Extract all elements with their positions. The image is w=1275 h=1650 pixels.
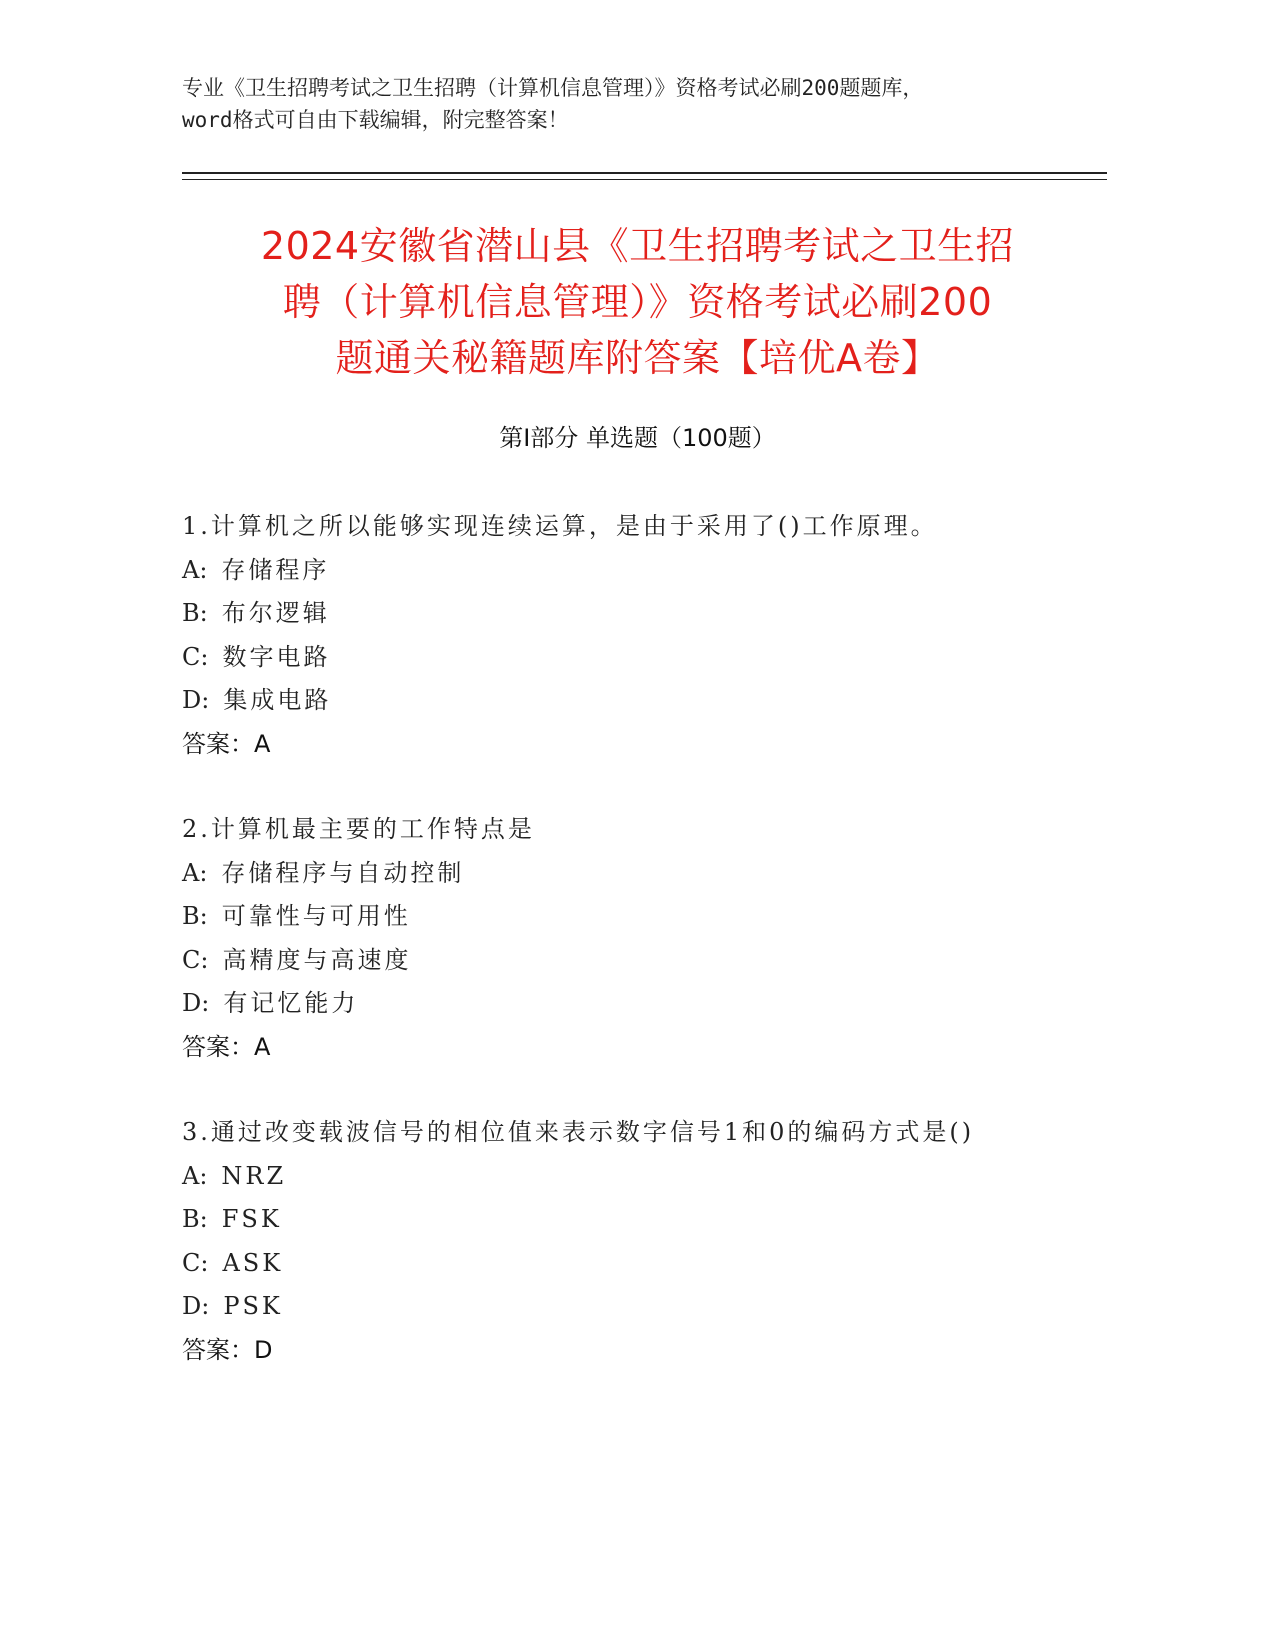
option-a [182, 1155, 1112, 1199]
question-text: 1.计算机之所以能够实现连续运算，是由于采用了()工作原理。 [182, 512, 938, 540]
title-line-1: 2024安徽省潜山县《卫生招聘考试之卫生招 [260, 224, 1015, 268]
option-text: NRZ [221, 1161, 287, 1190]
question-1 [182, 505, 1112, 766]
header-line-2: word格式可自由下载编辑，附完整答案！ [182, 108, 569, 132]
option-a [182, 549, 1112, 593]
option-text: FSK [221, 1205, 282, 1233]
option-b [182, 895, 1112, 939]
option-text: 可靠性与可用性 [221, 902, 411, 930]
header-line-1: 专业《卫生招聘考试之卫生招聘（计算机信息管理）》资格考试必刷200题题库， [182, 76, 924, 100]
option-text: PSK [223, 1292, 283, 1320]
answer-line: 答案：D [182, 1335, 273, 1364]
section-heading: 第I部分 单选题（100题） [499, 424, 776, 452]
option-key: A: [182, 858, 208, 887]
option-a [182, 852, 1112, 896]
question-2 [182, 808, 1112, 1069]
option-text: 集成电路 [223, 686, 332, 714]
option-d [182, 1285, 1112, 1329]
title-line-2: 聘（计算机信息管理）》资格考试必刷200 [282, 280, 993, 324]
answer-line: 答案：A [182, 729, 271, 758]
option-key: C: [182, 1248, 209, 1277]
header-rule-thin [182, 179, 1107, 180]
question-3 [182, 1111, 1112, 1372]
question-text: 3.通过改变载波信号的相位值来表示数字信号1和0的编码方式是() [182, 1118, 975, 1146]
option-d [182, 679, 1112, 723]
option-text: 存储程序 [221, 555, 330, 584]
header-rule-thick [182, 172, 1107, 174]
option-key: A: [182, 1161, 208, 1190]
option-key: A: [182, 555, 208, 584]
option-text: 数字电路 [222, 642, 331, 671]
option-key: C: [182, 642, 209, 671]
option-key: D: [182, 686, 210, 714]
option-text: 高精度与高速度 [222, 945, 412, 974]
option-c [182, 939, 1112, 983]
option-key: B: [182, 599, 208, 627]
option-d [182, 982, 1112, 1026]
title-line-3: 题通关秘籍题库附答案【培优A卷】 [335, 336, 940, 380]
question-list [182, 505, 1112, 1414]
page-header [182, 72, 1102, 136]
option-b [182, 1198, 1112, 1242]
answer-line: 答案：A [182, 1032, 271, 1061]
option-text: 存储程序与自动控制 [221, 858, 465, 887]
option-key: D: [182, 989, 210, 1017]
option-c [182, 1242, 1112, 1286]
document-title [160, 218, 1115, 386]
option-key: B: [182, 1205, 208, 1233]
option-text: ASK [222, 1248, 284, 1277]
option-key: D: [182, 1292, 210, 1320]
option-b [182, 592, 1112, 636]
option-text: 有记忆能力 [223, 989, 359, 1017]
option-text: 布尔逻辑 [221, 599, 330, 627]
question-text: 2.计算机最主要的工作特点是 [182, 815, 535, 843]
option-key: B: [182, 902, 208, 930]
option-key: C: [182, 945, 209, 974]
option-c [182, 636, 1112, 680]
